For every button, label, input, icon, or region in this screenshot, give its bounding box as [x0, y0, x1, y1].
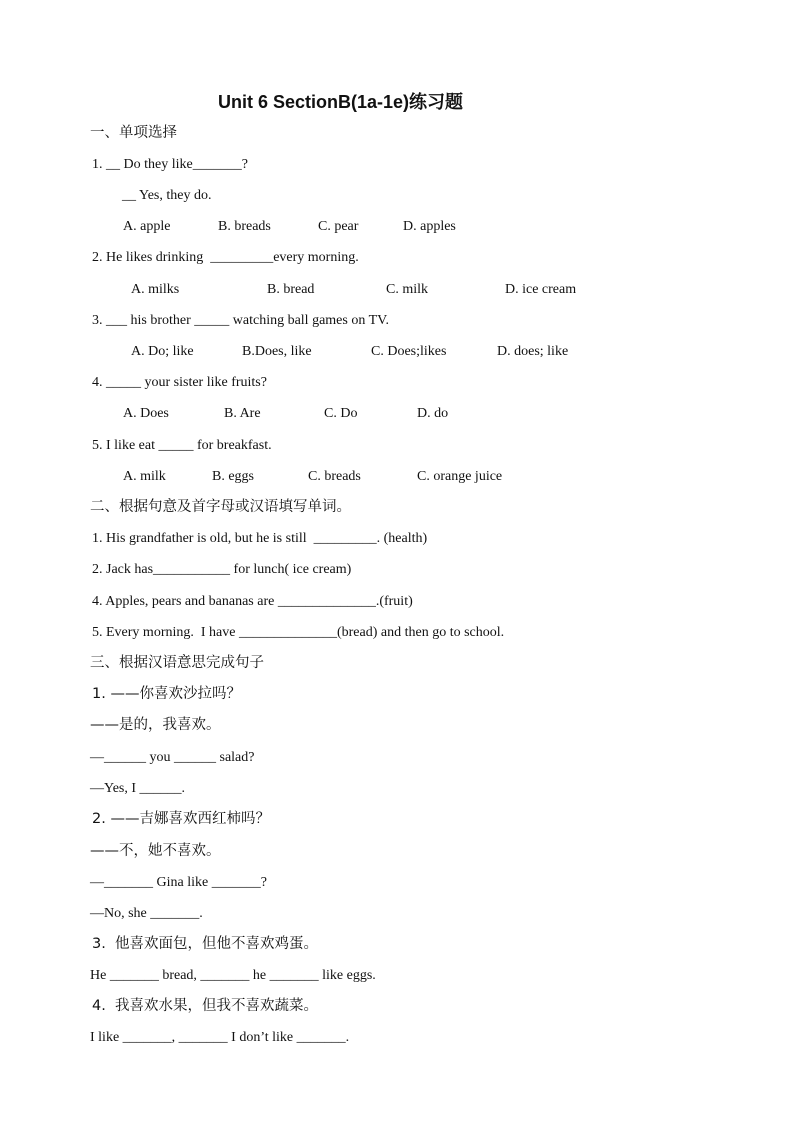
section2-heading: 二、根据句意及首字母或汉语填写单词。 [90, 499, 351, 515]
s3-q3-en: He _______ bread, _______ he _______ like eggs. [90, 968, 376, 983]
q1-line1: 1. __ Do they like_______? [92, 157, 248, 172]
q4-option-a: A. Does [123, 406, 169, 421]
s3-q2-en-question: —_______ Gina like _______? [90, 875, 267, 890]
section1-heading: 一、单项选择 [90, 125, 177, 141]
section3-heading: 三、根据汉语意思完成句子 [90, 655, 264, 671]
q3-option-c: C. Does;likes [371, 344, 447, 359]
q2-option-b: B. bread [267, 282, 315, 297]
s3-q2-cn-answer: ——不，她不喜欢。 [90, 843, 221, 859]
q1-line2: __ Yes, they do. [122, 188, 212, 203]
q2-option-d: D. ice cream [505, 282, 577, 297]
q1-option-d: D. apples [403, 219, 456, 234]
q3-option-b: B.Does, like [242, 344, 312, 359]
q2-stem: 2. He likes drinking _________every morning. [92, 250, 359, 265]
fill-item-4: 4. Apples, pears and bananas are ______________.(fruit) [92, 594, 413, 609]
q5-option-a: A. milk [123, 469, 166, 484]
page-title: Unit 6 SectionB(1a-1e)练习题 [218, 92, 464, 112]
q4-option-c: C. Do [324, 406, 358, 421]
s3-q1-cn-question: 1. ——你喜欢沙拉吗？ [92, 686, 241, 702]
q3-stem: 3. ___ his brother _____ watching ball games on TV. [92, 313, 389, 328]
fill-item-5: 5. Every morning. I have ______________(bread) and then go to school. [92, 625, 505, 640]
fill-item-2: 2. Jack has___________ for lunch( ice cream) [92, 562, 352, 577]
q4-option-d: D. do [417, 406, 449, 421]
q5-option-c: C. breads [308, 469, 361, 484]
q3-option-d: D. does; like [497, 344, 569, 359]
q2-option-c: C. milk [386, 282, 429, 297]
q5-option-d: C. orange juice [417, 469, 503, 484]
s3-q4-cn: 4. 我喜欢水果，但我不喜欢蔬菜。 [92, 998, 319, 1014]
q1-option-b: B. breads [218, 219, 271, 234]
s3-q3-cn: 3. 他喜欢面包，但他不喜欢鸡蛋。 [92, 936, 319, 952]
s3-q4-en: I like _______, _______ I don’t like _______. [90, 1030, 350, 1045]
q1-option-c: C. pear [318, 219, 359, 234]
q2-option-a: A. milks [131, 282, 180, 297]
fill-item-1: 1. His grandfather is old, but he is still _________. (health) [92, 531, 428, 546]
s3-q2-cn-question: 2. ——吉娜喜欢西红柿吗？ [92, 811, 270, 827]
q4-option-b: B. Are [224, 406, 261, 421]
q3-option-a: A. Do; like [131, 344, 194, 359]
q4-stem: 4. _____ your sister like fruits? [92, 375, 267, 390]
s3-q1-en-answer: —Yes, I ______. [90, 781, 186, 796]
s3-q2-en-answer: —No, she _______. [90, 906, 203, 921]
q5-stem: 5. I like eat _____ for breakfast. [92, 438, 272, 453]
s3-q1-en-question: —______ you ______ salad? [90, 750, 255, 765]
q1-option-a: A. apple [123, 219, 171, 234]
s3-q1-cn-answer: ——是的，我喜欢。 [90, 717, 221, 733]
q5-option-b: B. eggs [212, 469, 254, 484]
